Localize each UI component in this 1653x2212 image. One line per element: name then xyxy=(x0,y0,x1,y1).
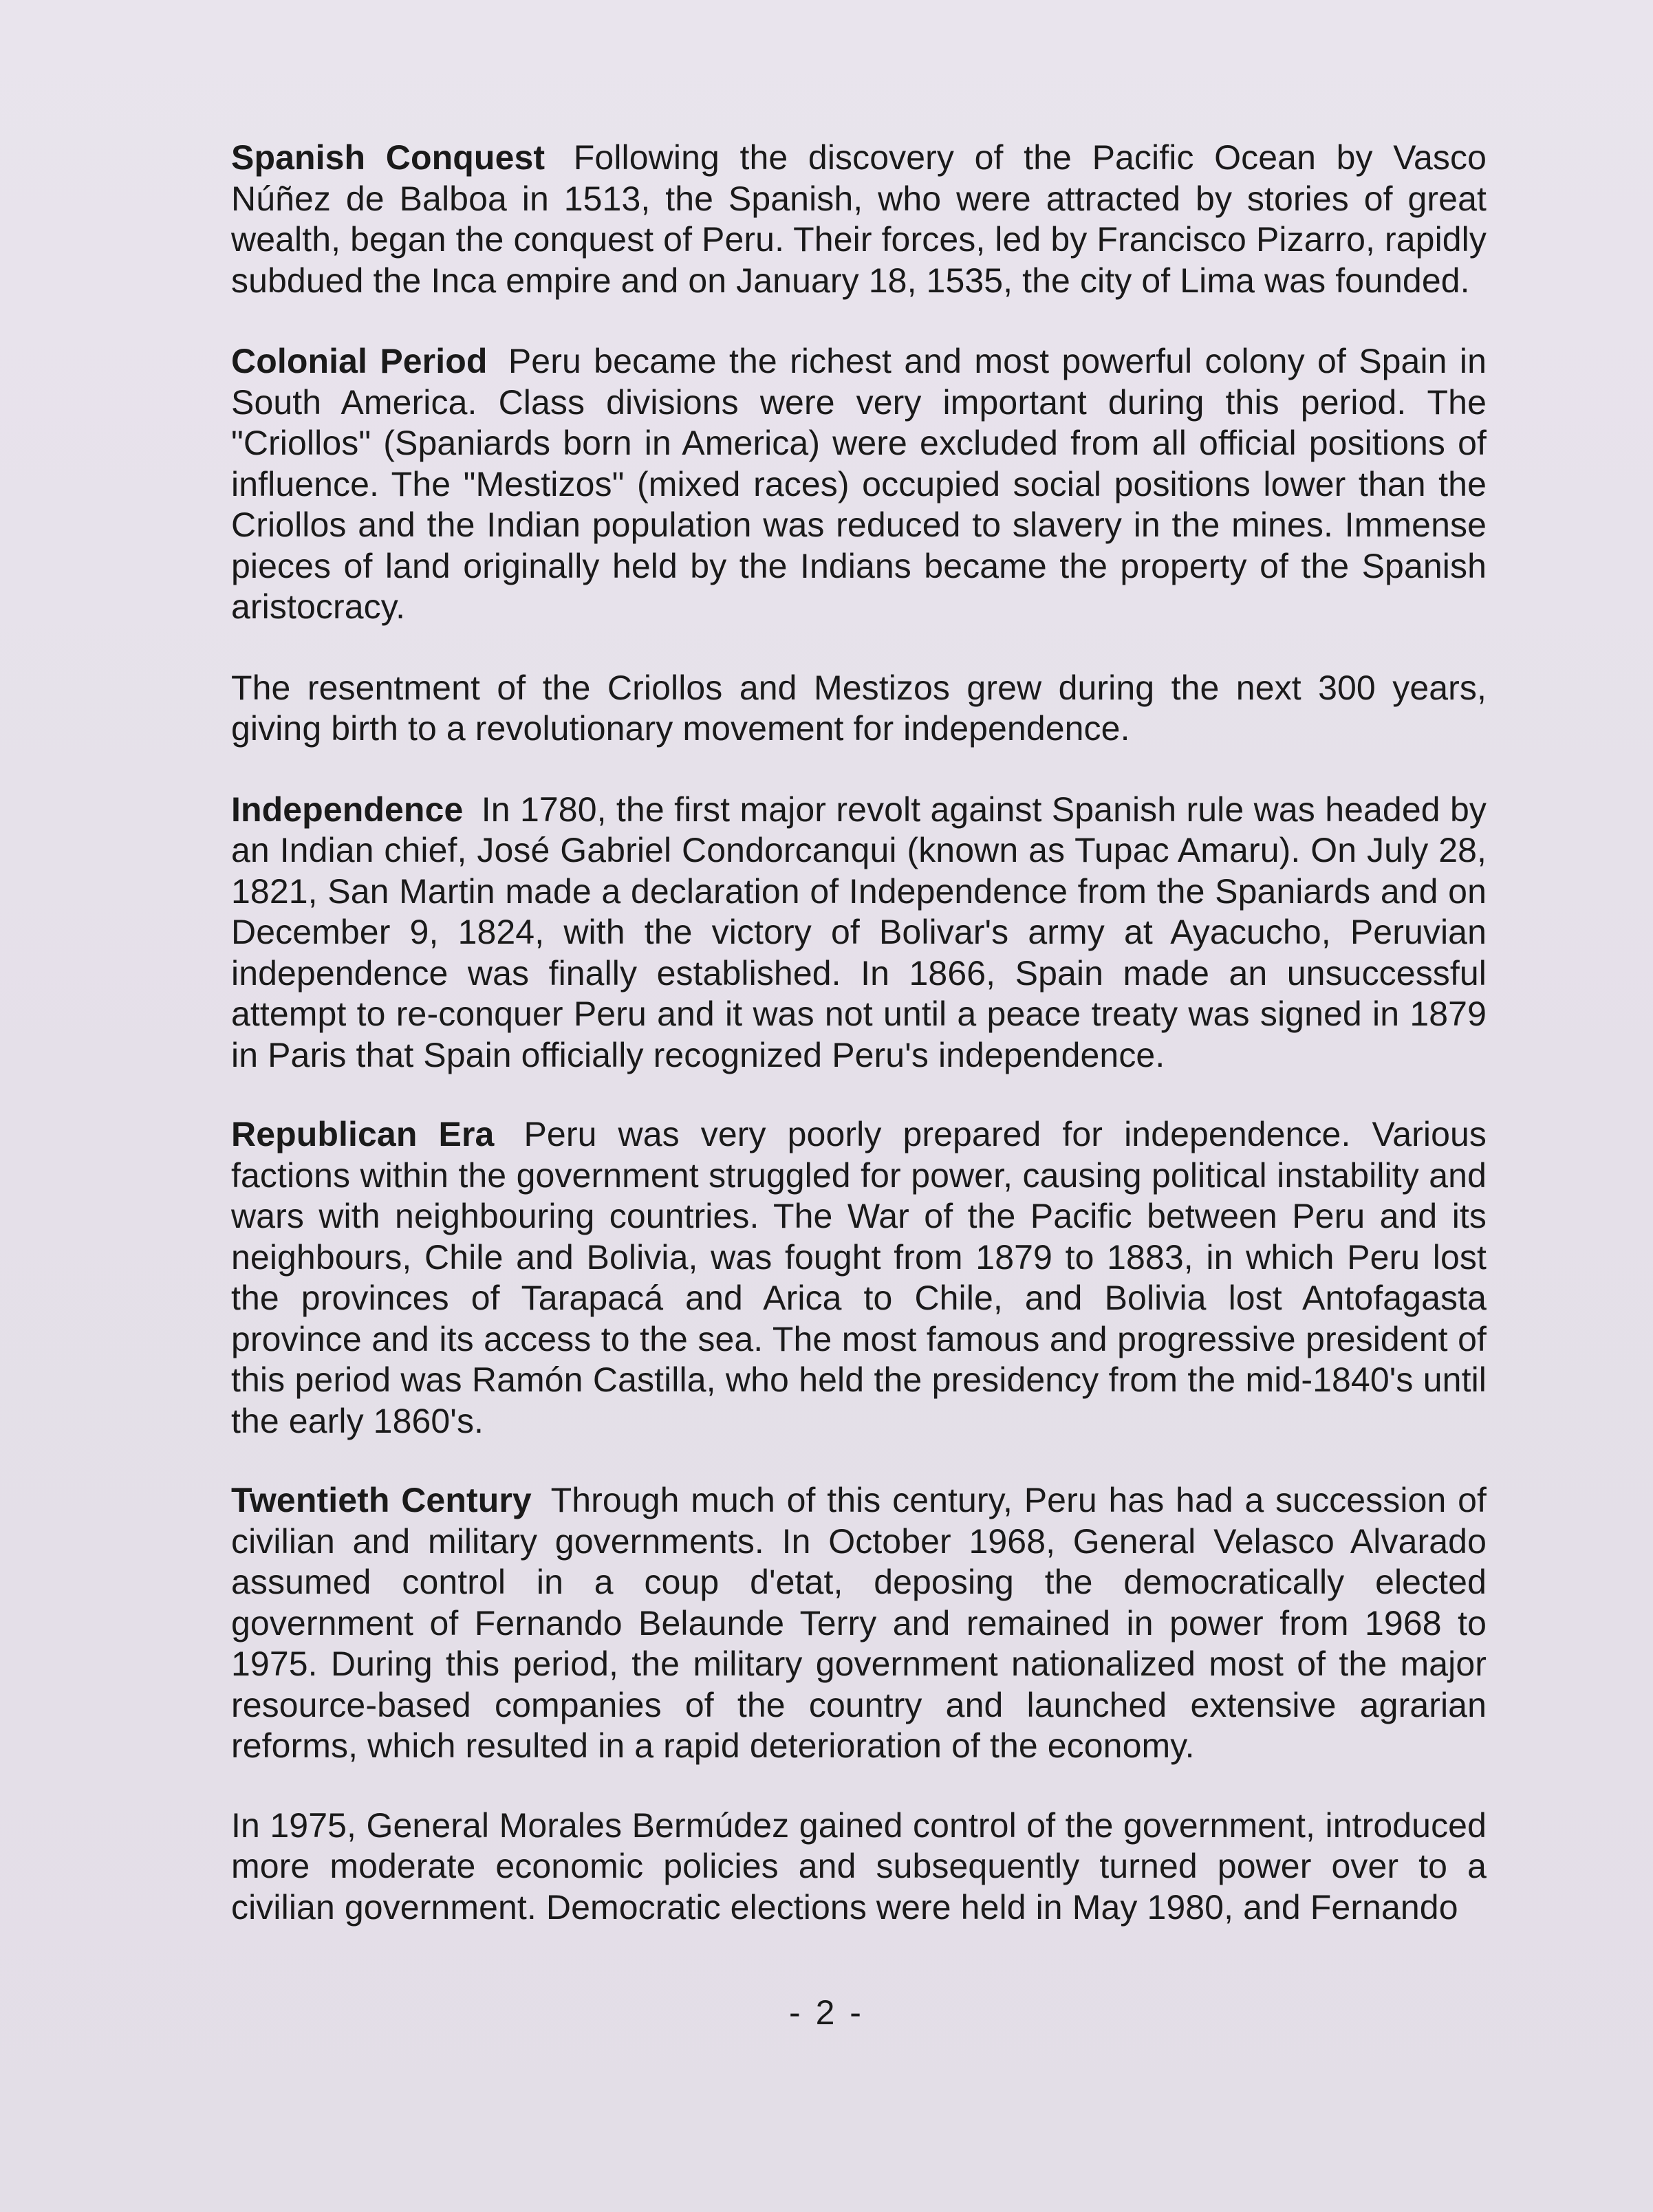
heading-twentieth-century: Twentieth Century xyxy=(231,1481,532,1519)
text-colonial-period: Peru became the richest and most powerful colony of Spain in South America. Class divisions were very important during this period. The "Criollos" (Spaniards born in America) were excluded from all official positions of influence. The "Mestizos" (mixed races) occupied social positions lower than the Criollos and the Indian population was reduced to slavery in the mines. Immense pieces of land originally held by the Indians became the property of the Spanish aristocracy. xyxy=(231,342,1487,626)
text-twentieth-century: Through much of this century, Peru has had a succession of civilian and military governments. In October 1968, General Velasco Alvarado assumed control in a coup d'etat, deposing the democratically elected government of Fernando Belaunde Terry and remained in power from 1968 to 1975. During this period, the military government nationalized most of the major resource-based companies of the country and launched extensive agrarian reforms, which resulted in a rapid deterioration of the economy. xyxy=(231,1481,1487,1765)
heading-spanish-conquest: Spanish Conquest xyxy=(231,138,545,177)
page-number: - 2 - xyxy=(789,1993,864,2032)
paragraph-resentment xyxy=(231,668,1487,750)
body-text xyxy=(231,138,1487,1928)
paragraph-independence xyxy=(231,790,1487,1076)
paragraph-morales xyxy=(231,1806,1487,1929)
heading-republican-era: Republican Era xyxy=(231,1115,495,1153)
paragraph-colonial-period xyxy=(231,341,1487,628)
text-republican-era: Peru was very poorly prepared for independence. Various factions within the government struggled for power, causing political instability and wars with neighbouring countries. The War of the Pacific between Peru and its neighbours, Chile and Bolivia, was fought from 1879 to 1883, in which Peru lost the provinces of Tarapacá and Arica to Chile, and Bolivia lost Antofagasta province and its access to the sea. The most famous and progressive president of this period was Ramón Castilla, who held the presidency from the mid-1840's until the early 1860's. xyxy=(231,1115,1487,1440)
text-resentment: The resentment of the Criollos and Mestizos grew during the next 300 years, giving birth to a revolutionary movement for independence. xyxy=(231,668,1487,748)
text-morales: In 1975, General Morales Bermúdez gained control of the government, introduced more moderate economic policies and subsequently turned power over to a civilian government. Democratic elections were held in May 1980, and Fernando xyxy=(231,1806,1487,1927)
heading-colonial-period: Colonial Period xyxy=(231,342,488,380)
text-spanish-conquest: Following the discovery of the Pacific Ocean by Vasco Núñez de Balboa in 1513, the Spanish, who were attracted by stories of great wealth, began the conquest of Peru. Their forces, led by Francisco Pizarro, rapidly subdued the Inca empire and on January 18, 1535, the city of Lima was founded. xyxy=(231,138,1487,300)
text-independence: In 1780, the first major revolt against Spanish rule was headed by an Indian chief, José Gabriel Condorcanqui (known as Tupac Amaru). On July 28, 1821, San Martin made a declaration of Independence from the Spaniards and on December 9, 1824, with the victory of Bolivar's army at Ayacucho, Peruvian independence was finally established. In 1866, Spain made an unsuccessful attempt to re-conquer Peru and it was not until a peace treaty was signed in 1879 in Paris that Spain officially recognized Peru's independence. xyxy=(231,790,1487,1074)
paragraph-republican-era xyxy=(231,1114,1487,1442)
paragraph-spanish-conquest xyxy=(231,138,1487,301)
heading-independence: Independence xyxy=(231,790,464,829)
paragraph-twentieth-century xyxy=(231,1480,1487,1767)
